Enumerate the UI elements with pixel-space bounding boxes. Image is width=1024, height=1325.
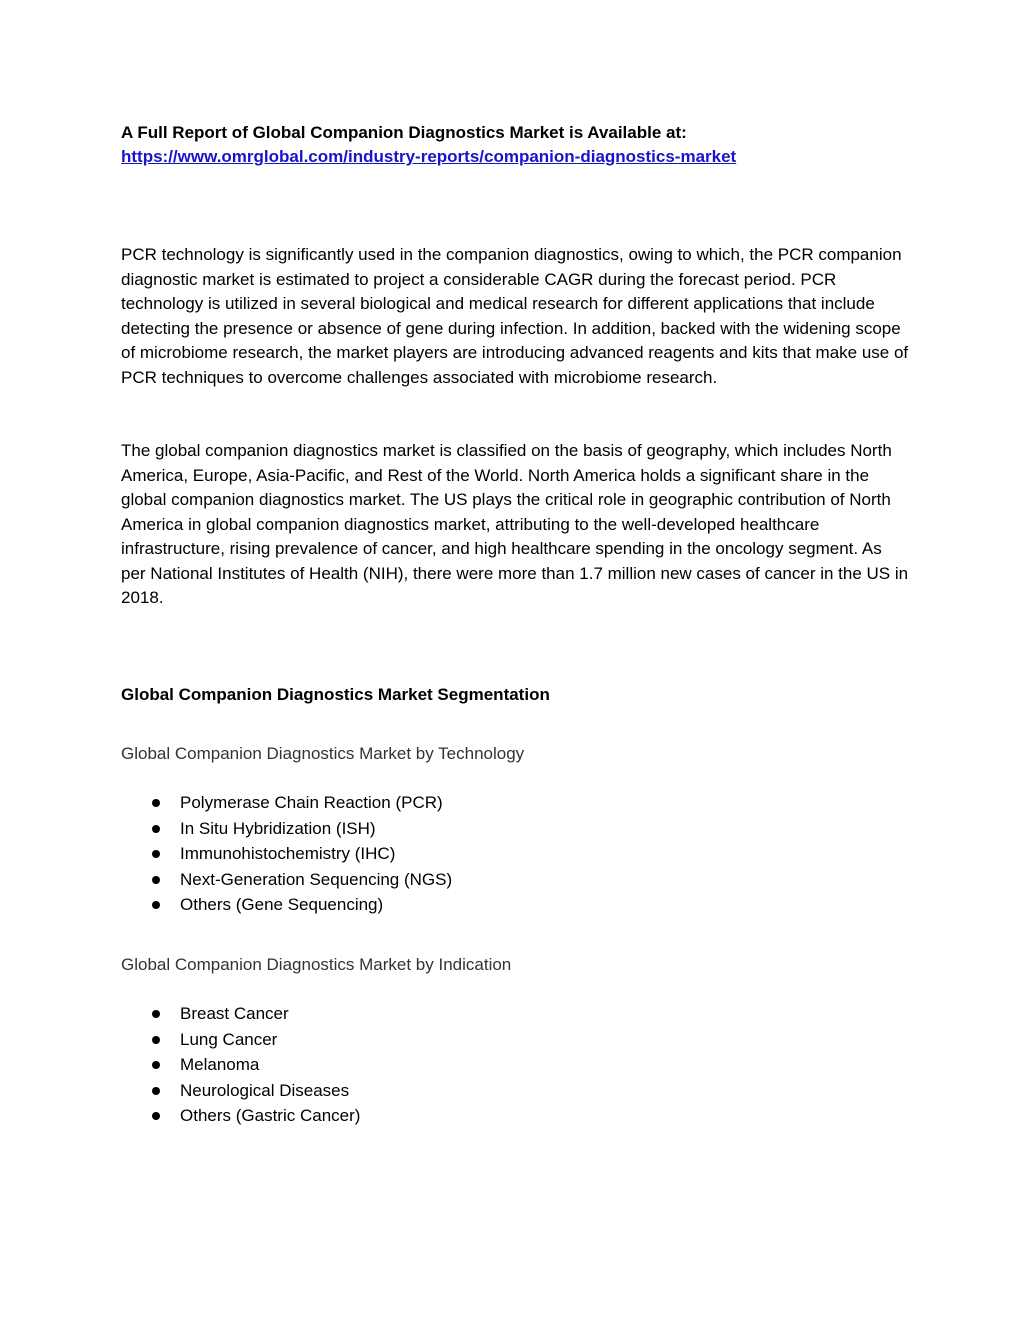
report-intro bbox=[121, 121, 911, 169]
list-item: In Situ Hybridization (ISH) bbox=[121, 816, 452, 842]
bullet-icon bbox=[152, 799, 160, 807]
report-link[interactable]: https://www.omrglobal.com/industry-reports/companion-diagnostics-market bbox=[121, 147, 737, 166]
list-item: Breast Cancer bbox=[121, 1001, 360, 1027]
bullet-icon bbox=[152, 1112, 160, 1120]
bullet-icon bbox=[152, 901, 160, 909]
list-item: Polymerase Chain Reaction (PCR) bbox=[121, 790, 452, 816]
indication-list bbox=[121, 1001, 360, 1129]
bullet-icon bbox=[152, 825, 160, 833]
bullet-icon bbox=[152, 1010, 160, 1018]
bullet-icon bbox=[152, 1061, 160, 1069]
list-item: Lung Cancer bbox=[121, 1027, 360, 1053]
list-item: Others (Gene Sequencing) bbox=[121, 892, 452, 918]
list-item: Immunohistochemistry (IHC) bbox=[121, 841, 452, 867]
indication-heading: Global Companion Diagnostics Market by Indication bbox=[121, 955, 512, 974]
paragraph-geography: The global companion diagnostics market is classified on the basis of geography, which includes North America, Europe, Asia-Pacific, and Rest of the World. North America holds a significant share in the global companion diagnostics market. The US plays the critical role in geographic contribution of North America in global companion diagnostics market, attributing to the well-developed healthcare infrastructure, rising prevalence of cancer, and high healthcare spending in the oncology segment. As per National Institutes of Health (NIH), there were more than 1.7 million new cases of cancer in the US in 2018. bbox=[121, 441, 909, 607]
list-item: Next-Generation Sequencing (NGS) bbox=[121, 867, 452, 893]
bullet-icon bbox=[152, 1087, 160, 1095]
list-item: Melanoma bbox=[121, 1052, 360, 1078]
paragraph-pcr: PCR technology is significantly used in the companion diagnostics, owing to which, the PCR companion diagnostic market is estimated to project a considerable CAGR during the forecast period. PCR technology is utilized in several biological and medical research for different applications that include detecting the presence or absence of gene during infection. In addition, backed with the widening scope of microbiome research, the market players are introducing advanced reagents and kits that make use of PCR techniques to overcome challenges associated with microbiome research. bbox=[121, 245, 909, 387]
report-heading: A Full Report of Global Companion Diagnostics Market is Available at: bbox=[121, 123, 687, 142]
bullet-icon bbox=[152, 1036, 160, 1044]
segmentation-title: Global Companion Diagnostics Market Segmentation bbox=[121, 685, 550, 704]
bullet-icon bbox=[152, 876, 160, 884]
technology-list bbox=[121, 790, 452, 918]
list-item: Neurological Diseases bbox=[121, 1078, 360, 1104]
technology-heading: Global Companion Diagnostics Market by Technology bbox=[121, 744, 525, 763]
list-item: Others (Gastric Cancer) bbox=[121, 1103, 360, 1129]
bullet-icon bbox=[152, 850, 160, 858]
